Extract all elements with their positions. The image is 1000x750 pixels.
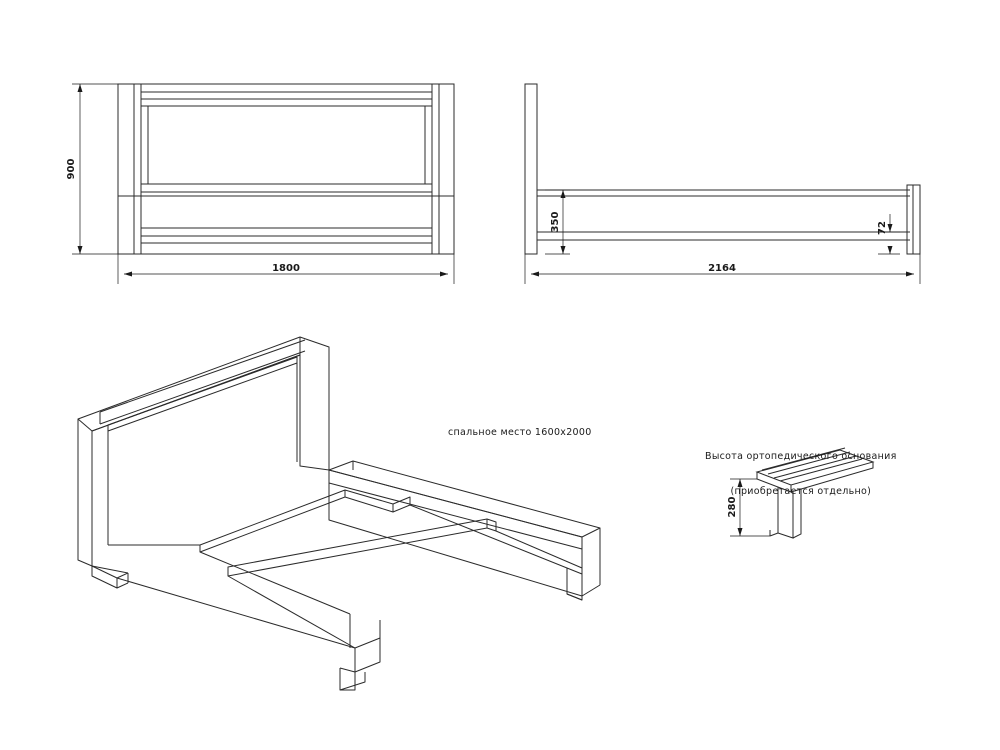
front-width-dimension-label: 1800 [272,263,300,274]
isometric-bed-geometry [78,337,600,690]
side-elevation-geometry [525,84,920,254]
base-height-dimension-label: 280 [727,496,738,518]
orthopedic-base-note-line2: (приобретается отдельно) [730,486,872,498]
sleeping-place-note: спальное место 1600x2000 [448,427,592,438]
front-elevation-geometry [118,84,454,254]
front-height-dimension-label: 900 [66,158,77,180]
orthopedic-base-note [705,427,897,522]
side-leg-clearance-dimension-label: 72 [877,221,888,235]
side-height-dimension-label: 350 [550,211,561,233]
orthopedic-base-note-line1: Высота ортопедического основания [705,450,897,462]
side-length-dimension-label: 2164 [708,263,736,274]
